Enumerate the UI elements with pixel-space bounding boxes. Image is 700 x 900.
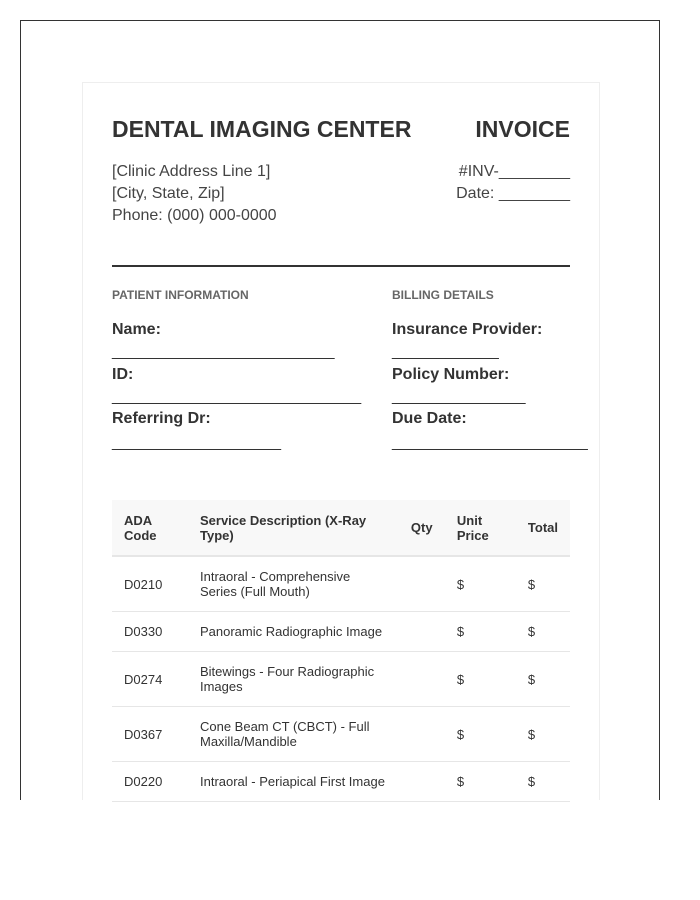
- row-unit-price: $: [445, 612, 516, 652]
- row-qty[interactable]: [399, 556, 445, 612]
- due-date-label: Due Date:: [392, 410, 467, 427]
- insurance-provider-label: Insurance Provider:: [392, 321, 543, 338]
- patient-name-label: Name:: [112, 321, 161, 338]
- invoice-title: INVOICE: [475, 116, 570, 142]
- patient-name-field[interactable]: _________________________: [112, 343, 335, 360]
- invoice-number: #INV-________: [458, 163, 570, 180]
- row-unit-price: $: [445, 707, 516, 762]
- header-total: Total: [516, 500, 570, 556]
- row-unit-price: $: [445, 556, 516, 612]
- policy-number-field[interactable]: _______________: [392, 388, 526, 405]
- invoice-date: Date: ________: [456, 185, 570, 202]
- row-ada-code: D0367: [112, 707, 188, 762]
- row-qty[interactable]: [399, 612, 445, 652]
- row-unit-price: $: [445, 762, 516, 802]
- patient-id-field[interactable]: ____________________________: [112, 388, 362, 405]
- table-row: [112, 556, 570, 612]
- header-service-description: Service Description (X-Ray Type): [188, 500, 399, 556]
- policy-number-label: Policy Number:: [392, 366, 510, 383]
- table-row: [112, 652, 570, 707]
- address-line-1: [Clinic Address Line 1]: [112, 163, 271, 180]
- patient-id-label: ID:: [112, 366, 134, 383]
- row-ada-code: D0274: [112, 652, 188, 707]
- table-row: [112, 612, 570, 652]
- clinic-phone: Phone: (000) 000-0000: [112, 207, 277, 224]
- row-ada-code: D0210: [112, 556, 188, 612]
- insurance-provider-field[interactable]: ____________: [392, 343, 499, 360]
- row-unit-price: $: [445, 652, 516, 707]
- row-ada-code: D0220: [112, 762, 188, 802]
- clinic-name: DENTAL IMAGING CENTER: [112, 116, 412, 142]
- referring-dr-label: Referring Dr:: [112, 410, 211, 427]
- billing-section-title: BILLING DETAILS: [392, 288, 494, 302]
- header-qty: Qty: [399, 500, 445, 556]
- row-total: $: [516, 612, 570, 652]
- row-qty[interactable]: [399, 707, 445, 762]
- patient-section-title: PATIENT INFORMATION: [112, 288, 249, 302]
- header-unit-price: Unit Price: [445, 500, 516, 556]
- row-description: Bitewings - Four Radiographic Images: [188, 652, 399, 707]
- row-description: Intraoral - Comprehensive Series (Full Mouth): [188, 556, 399, 612]
- row-total: $: [516, 652, 570, 707]
- row-qty[interactable]: [399, 652, 445, 707]
- address-line-2: [City, State, Zip]: [112, 185, 225, 202]
- row-qty[interactable]: [399, 762, 445, 802]
- table-row: [112, 707, 570, 762]
- row-description: Panoramic Radiographic Image: [188, 612, 399, 652]
- table-header-row: [112, 500, 570, 556]
- row-total: $: [516, 556, 570, 612]
- header-divider: [112, 265, 570, 267]
- row-total: $: [516, 707, 570, 762]
- referring-dr-field[interactable]: ___________________: [112, 434, 282, 451]
- due-date-field[interactable]: ______________________: [392, 434, 588, 451]
- row-description: Cone Beam CT (CBCT) - Full Maxilla/Mandible: [188, 707, 399, 762]
- header-ada-code: ADA Code: [112, 500, 188, 556]
- row-description: Intraoral - Periapical First Image: [188, 762, 399, 802]
- table-row: [112, 762, 570, 802]
- services-table: [112, 500, 570, 802]
- row-total: $: [516, 762, 570, 802]
- row-ada-code: D0330: [112, 612, 188, 652]
